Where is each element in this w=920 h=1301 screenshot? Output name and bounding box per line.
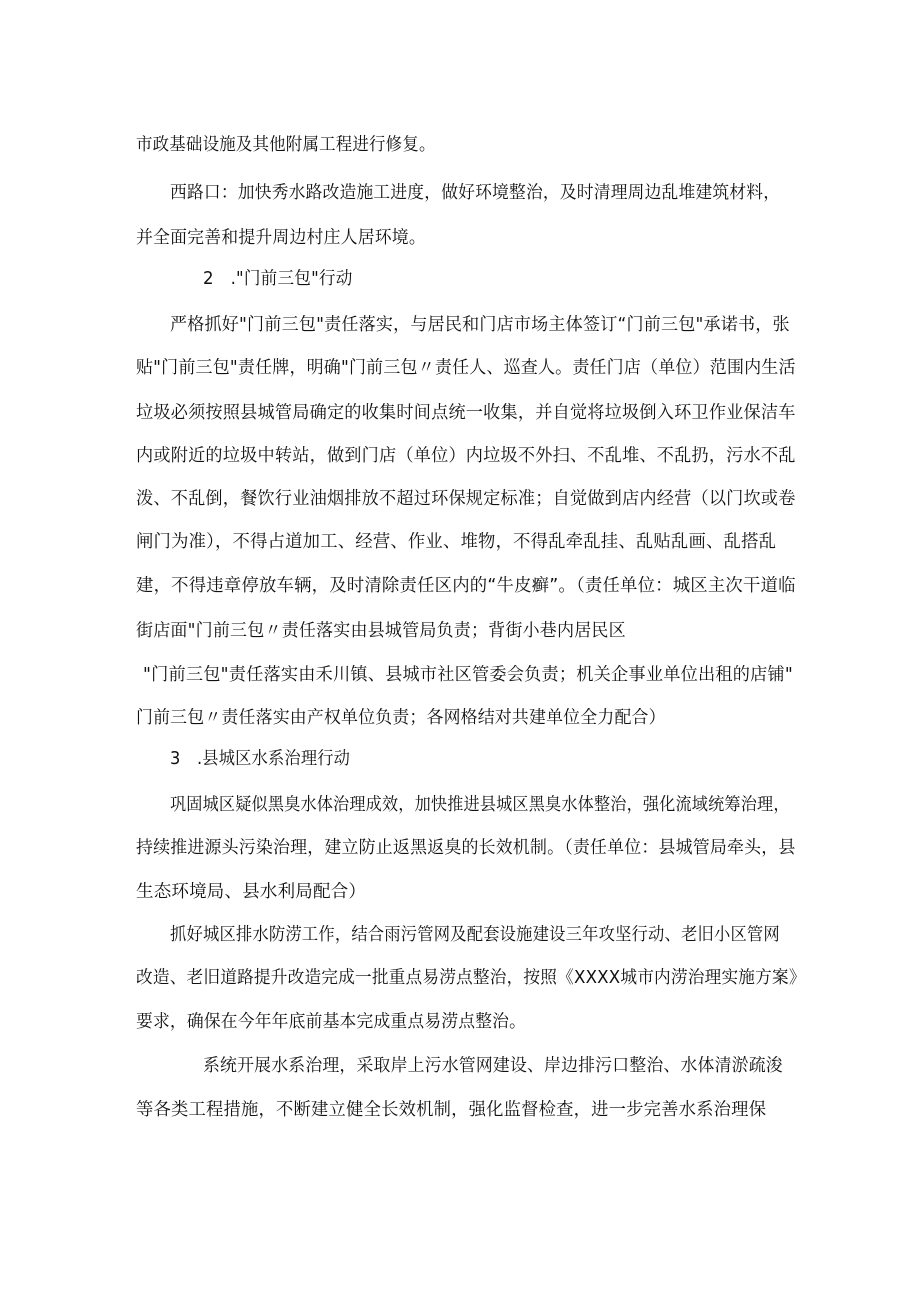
- text-line: 泼、不乱倒，餐饮行业油烟排放不超过环保规定标准；自觉做到店内经营（以门坎或卷: [136, 489, 796, 509]
- text-line: 贴"门前三包"责任牌，明确"门前三包〃责任人、巡查人。责任门店（单位）范围内生活: [136, 358, 796, 378]
- text-line: 生态环境局、县水利局配合）: [136, 882, 367, 902]
- text-line: 系统开展水系治理，采取岸上污水管网建设、岸边排污口整治、水体清淤疏浚: [203, 1056, 783, 1076]
- text-line: 内或附近的垃圾中转站，做到门店（单位）内垃圾不外扫、不乱堆、不乱扔，污水不乱: [136, 446, 796, 466]
- text-line: 建，不得违章停放车辆，及时清除责任区内的“牛皮癣”。（责任单位：城区主次干道临: [136, 576, 796, 596]
- text-line: "门前三包"责任落实由禾川镇、县城市社区管委会负责；机关企事业单位出租的店铺": [143, 665, 793, 685]
- text-line: 改造、老旧道路提升改造完成一批重点易涝点整治，按照《XXXX城市内涝治理实施方案》: [136, 968, 806, 988]
- text-line: 要求，确保在今年年底前基本完成重点易涝点整治。: [136, 1012, 527, 1032]
- text-line: 闸门为准），不得占道加工、经营、作业、堆物，不得乱牵乱挂、乱贴乱画、乱搭乱: [136, 532, 777, 552]
- section-heading: 2 ."门前三包"行动: [203, 269, 353, 289]
- text-line: 等各类工程措施，不断建立健全长效机制，强化监督检查，进一步完善水系治理保: [136, 1100, 767, 1120]
- text-line: 街店面"门前三包〃责任落实由县城管局负责；背街小巷内居民区: [136, 621, 626, 641]
- text-line: 西路口：加快秀水路改造施工进度，做好环境整治，及时清理周边乱堆建筑材料，: [170, 183, 781, 203]
- text-line: 市政基础设施及其他附属工程进行修复。: [136, 135, 436, 155]
- text-line: 巩固城区疑似黑臭水体治理成效，加快推进县城区黑臭水体整治，强化流域统筹治理，: [170, 795, 790, 815]
- text-line: 并全面完善和提升周边村庄人居环境。: [136, 228, 426, 248]
- text-line: 门前三包〃责任落实由产权单位负责；各网格结对共建单位全力配合）: [136, 708, 666, 728]
- text-line: 抓好城区排水防涝工作，结合雨污管网及配套设施建设三年攻坚行动、老旧小区管网: [170, 925, 780, 945]
- section-heading: 3 .县城区水系治理行动: [170, 749, 351, 769]
- text-line: 严格抓好"门前三包"责任落实，与居民和门店市场主体签订“门前三包"承诺书，张: [170, 315, 790, 335]
- text-line: 垃圾必须按照县城管局确定的收集时间点统一收集，并自觉将垃圾倒入环卫作业保洁车: [136, 403, 796, 423]
- text-line: 持续推进源头污染治理，建立防止返黑返臭的长效机制。（责任单位：县城管局牵头，县: [136, 838, 796, 858]
